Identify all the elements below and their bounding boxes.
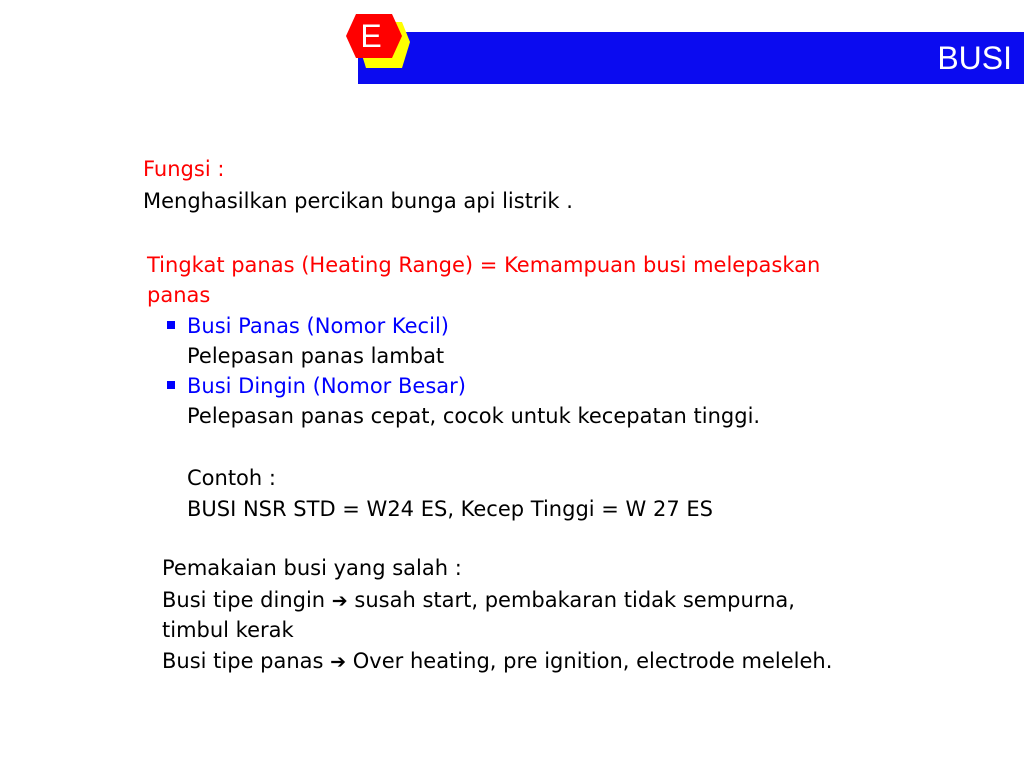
misuse-line1-prefix: Busi tipe dingin <box>162 588 326 612</box>
misuse-line3-suffix: Over heating, pre ignition, electrode meleleh. <box>352 649 833 673</box>
misuse-line1 <box>162 585 795 616</box>
bullet-square-icon <box>167 381 175 389</box>
bullet-square-icon <box>167 321 175 329</box>
slide-title: BUSI <box>937 40 1012 76</box>
title-bar <box>358 32 1024 84</box>
busi-dingin-desc: Pelepasan panas cepat, cocok untuk kecepatan tinggi. <box>187 404 761 428</box>
misuse-line3-prefix: Busi tipe panas <box>162 649 324 673</box>
misuse-line3 <box>162 646 832 677</box>
heating-heading-line1: Tingkat panas (Heating Range) = Kemampuan busi melepaskan <box>147 253 821 277</box>
arrow-right-icon: ➔ <box>330 651 347 673</box>
arrow-right-icon: ➔ <box>331 590 348 612</box>
busi-panas-desc: Pelepasan panas lambat <box>187 344 445 368</box>
busi-panas-label: Busi Panas (Nomor Kecil) <box>187 314 449 338</box>
badge-letter: E <box>360 18 382 54</box>
misuse-line2: timbul kerak <box>162 618 294 642</box>
busi-dingin-label: Busi Dingin (Nomor Besar) <box>187 374 466 398</box>
misuse-line1-suffix: susah start, pembakaran tidak sempurna, <box>354 588 795 612</box>
example-heading: Contoh : <box>187 466 276 490</box>
heating-heading-line2: panas <box>147 283 211 307</box>
fungsi-heading: Fungsi : <box>143 157 225 181</box>
misuse-heading: Pemakaian busi yang salah : <box>162 556 462 580</box>
example-text: BUSI NSR STD = W24 ES, Kecep Tinggi = W 27 ES <box>187 497 713 521</box>
fungsi-text: Menghasilkan percikan bunga api listrik . <box>143 189 573 213</box>
